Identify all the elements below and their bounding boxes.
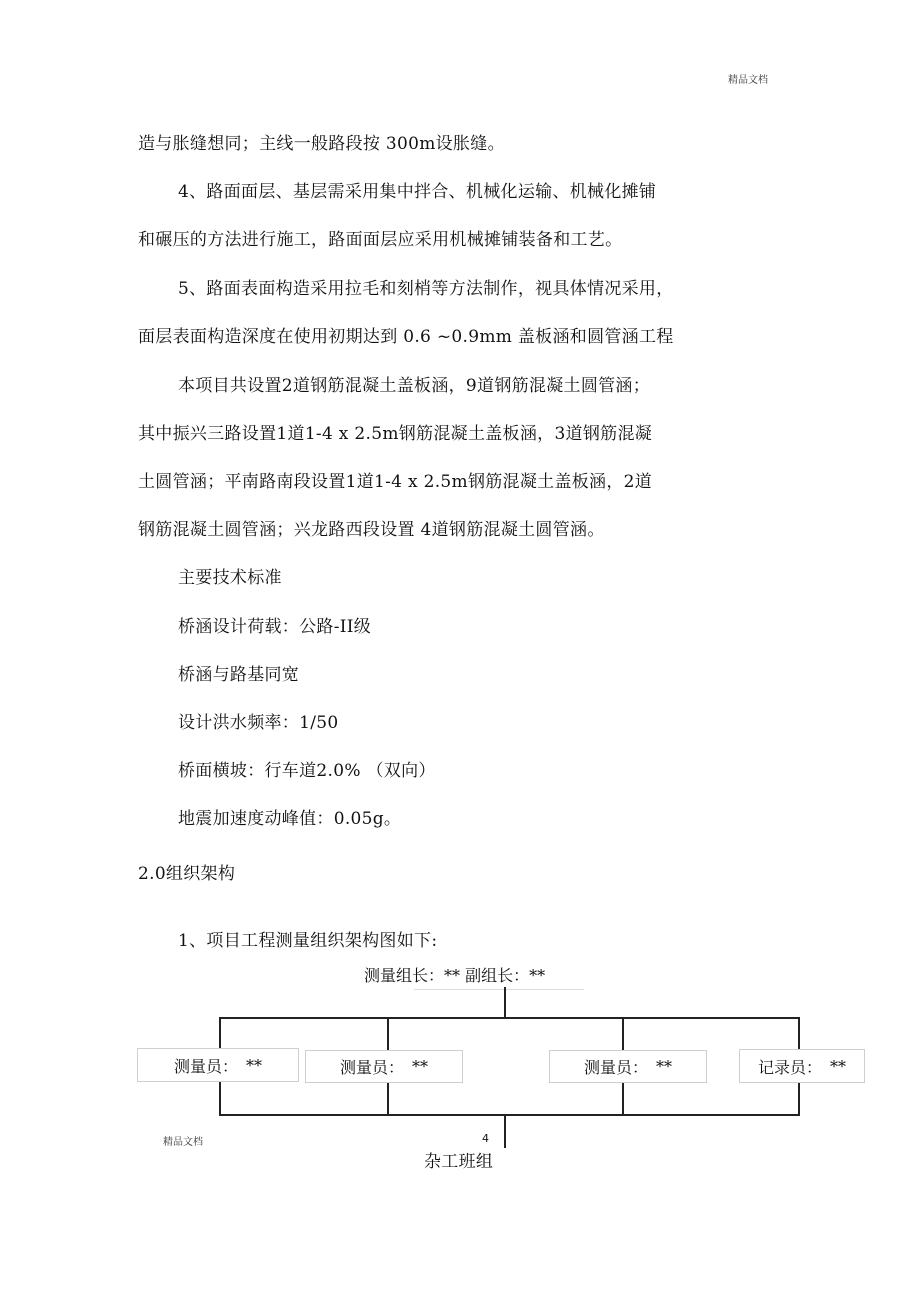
org-member-role: 测量员： — [583, 1058, 648, 1077]
section-title: 2.0组织架构 — [138, 864, 236, 884]
org-member-name: ** — [412, 1057, 428, 1076]
org-member-box — [549, 1050, 707, 1083]
org-member-role: 记录员： — [757, 1057, 822, 1077]
paragraph-line: 5、路面表面构造采用拉毛和刻梢等方法制作，视具体情况采用， — [178, 279, 674, 299]
org-member-box — [305, 1050, 463, 1083]
paragraph-line: 面层表面构造深度在使用初期达到 0.6 ~0.9mm 盖板涵和圆管涵工程 — [138, 327, 674, 347]
standard-item-flood: 设计洪水频率：1/50 — [178, 713, 339, 733]
org-connector-vertical — [504, 987, 506, 1018]
paragraph-line: 和碾压的方法进行施工，路面面层应采用机械摊铺装备和工艺。 — [138, 230, 623, 250]
standard-item-load: 桥涵设计荷载：公路-II级 — [178, 617, 372, 637]
standard-item-width: 桥涵与路基同宽 — [178, 665, 300, 685]
paragraph-line: 4、路面面层、基层需采用集中拌合、机械化运输、机械化摊铺 — [178, 182, 657, 202]
footer-watermark: 精品文档 — [163, 1137, 203, 1148]
org-member-name: ** — [830, 1056, 846, 1076]
org-member-name: ** — [656, 1057, 672, 1076]
org-bottom-label: 杂工班组 — [424, 1152, 494, 1172]
org-connector-bottom-horizontal — [219, 1114, 800, 1116]
org-connector-vertical-bottom — [504, 1114, 506, 1148]
paragraph-line: 其中振兴三路设置1道1-4 x 2.5m钢筋混凝土盖板涵，3道钢筋混凝 — [138, 424, 653, 444]
org-member-box — [137, 1048, 299, 1082]
org-leader-label: 测量组长：** 副组长：** — [364, 966, 546, 985]
org-member-box — [739, 1049, 865, 1083]
standard-item-slope: 桥面横坡：行车道2.0% （双向） — [178, 761, 436, 781]
header-watermark: 精品文档 — [728, 75, 768, 86]
org-leader-box — [364, 960, 584, 990]
paragraph-line: 造与胀缝想同；主线一般路段按 300m设胀缝。 — [138, 134, 505, 154]
org-member-role: 测量员： — [339, 1058, 404, 1077]
paragraph-line: 钢筋混凝土圆管涵；兴龙路西段设置 4道钢筋混凝土圆管涵。 — [138, 520, 605, 540]
org-connector-top-horizontal — [219, 1017, 800, 1019]
paragraph-line: 本项目共设置2道钢筋混凝土盖板涵，9道钢筋混凝土圆管涵； — [178, 376, 651, 396]
standards-title: 主要技术标准 — [178, 568, 282, 588]
org-member-name: ** — [246, 1055, 262, 1075]
org-member-role: 测量员： — [173, 1056, 238, 1076]
org-chart-intro: 1、项目工程测量组织架构图如下: — [178, 931, 438, 951]
standard-item-quake: 地震加速度动峰值：0.05g。 — [178, 809, 402, 829]
paragraph-line: 土圆管涵；平南路南段设置1道1-4 x 2.5m钢筋混凝土盖板涵，2道 — [138, 472, 653, 492]
page-number: 4 — [482, 1132, 489, 1145]
